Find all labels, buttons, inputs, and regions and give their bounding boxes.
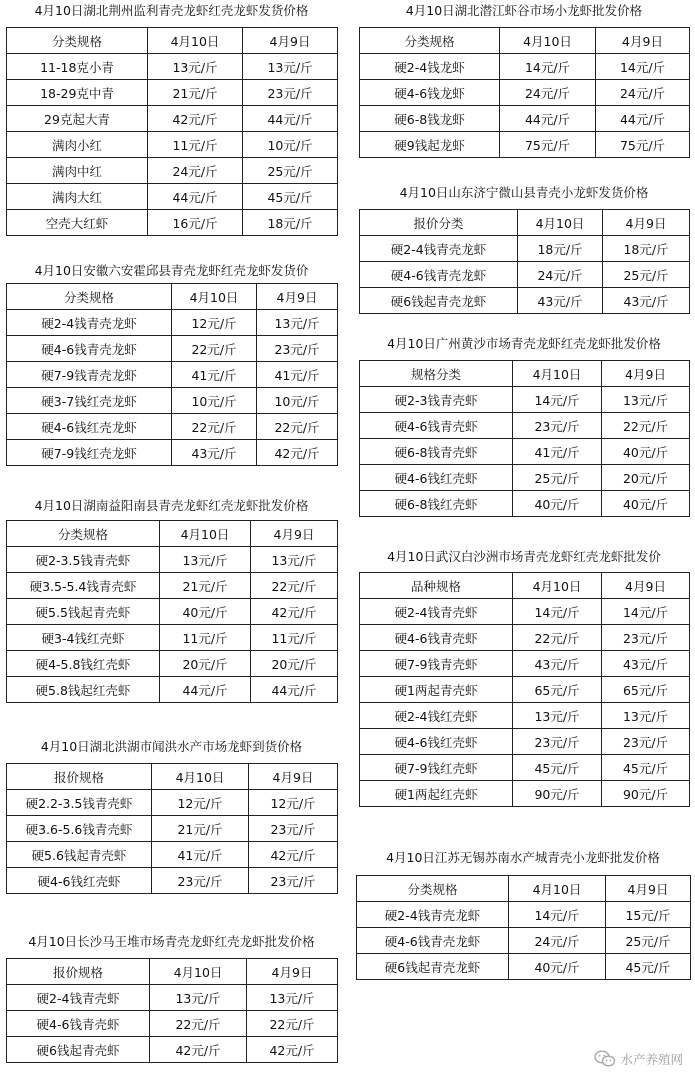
price-cell: 42元/斤 [257,440,338,466]
price-cell: 40元/斤 [602,491,690,517]
table-row [360,262,690,288]
price-table [359,360,690,517]
table-row [360,755,690,781]
table-row [360,132,690,158]
price-cell: 24元/斤 [518,262,603,288]
price-cell: 13元/斤 [150,985,247,1011]
price-table [356,875,691,980]
price-cell: 23元/斤 [602,729,690,755]
price-cell: 14元/斤 [513,387,602,413]
price-cell: 41元/斤 [257,362,338,388]
table-header-row [357,876,691,902]
table-title: 4月10日山东济宁微山县青壳小龙虾发货价格 [399,185,649,200]
spec-cell: 硬2-4钱红壳虾 [360,703,513,729]
price-cell: 22元/斤 [251,573,338,599]
price-cell: 65元/斤 [513,677,602,703]
spec-cell: 硬7-9钱红壳龙虾 [7,440,172,466]
table-row [360,677,690,703]
price-cell: 41元/斤 [172,362,257,388]
price-cell: 40元/斤 [509,954,606,980]
table-row [7,573,338,599]
price-cell: 21元/斤 [160,573,251,599]
table-header-row [7,284,338,310]
table-title: 4月10日长沙马王堆市场青壳龙虾红壳龙虾批发价格 [28,934,315,949]
column-header: 4月9日 [596,28,690,54]
price-cell: 10元/斤 [243,132,338,158]
column-header: 分类规格 [360,28,500,54]
price-cell: 12元/斤 [249,790,338,816]
price-cell: 44元/斤 [148,184,243,210]
spec-cell: 硬4-6钱红壳虾 [360,465,513,491]
price-cell: 14元/斤 [513,599,602,625]
spec-cell: 硬6钱起青壳龙虾 [360,288,518,314]
column-header: 4月9日 [251,521,338,547]
price-cell: 12元/斤 [152,790,249,816]
spec-cell: 硬1两起青壳虾 [360,677,513,703]
table-row [7,1011,338,1037]
table-row [357,954,691,980]
price-cell: 22元/斤 [602,413,690,439]
price-table-block-honghu [6,738,337,894]
table-row [7,54,338,80]
price-cell: 43元/斤 [513,651,602,677]
table-row [7,414,338,440]
price-table [359,572,690,807]
table-row [7,132,338,158]
price-cell: 43元/斤 [172,440,257,466]
price-cell: 11元/斤 [160,625,251,651]
table-row [7,210,338,236]
price-cell: 20元/斤 [602,465,690,491]
price-cell: 20元/斤 [160,651,251,677]
price-cell: 16元/斤 [148,210,243,236]
price-table [359,27,690,158]
table-row [7,985,338,1011]
price-cell: 23元/斤 [249,868,338,894]
price-cell: 24元/斤 [509,928,606,954]
price-cell: 20元/斤 [251,651,338,677]
spec-cell: 硬4-6钱红壳虾 [360,729,513,755]
price-cell: 22元/斤 [172,414,257,440]
spec-cell: 硬2-4钱龙虾 [360,54,500,80]
price-table-block-wuxi [356,849,690,980]
table-header-row [7,28,338,54]
spec-cell: 硬6-8钱红壳虾 [360,491,513,517]
price-table [6,283,338,466]
table-header-row [360,573,690,599]
price-cell: 11元/斤 [251,625,338,651]
spec-cell: 硬3-7钱红壳龙虾 [7,388,172,414]
spec-cell: 硬3-4钱红壳虾 [7,625,160,651]
spec-cell: 硬5.8钱起红壳虾 [7,677,160,703]
price-cell: 23元/斤 [152,868,249,894]
column-header: 4月9日 [247,959,338,985]
price-cell: 10元/斤 [172,388,257,414]
price-table-block-huoqiu [6,262,337,466]
table-row [360,651,690,677]
table-row [7,677,338,703]
price-cell: 44元/斤 [251,677,338,703]
watermark [594,1050,683,1068]
price-cell: 22元/斤 [513,625,602,651]
price-cell: 13元/斤 [160,547,251,573]
price-cell: 12元/斤 [172,310,257,336]
column-header: 报价规格 [7,959,150,985]
table-row [7,651,338,677]
spec-cell: 硬4-6钱青壳龙虾 [360,262,518,288]
table-row [360,387,690,413]
column-header: 4月10日 [148,28,243,54]
price-cell: 22元/斤 [172,336,257,362]
spec-cell: 18-29克中青 [7,80,148,106]
column-header: 分类规格 [7,28,148,54]
price-cell: 18元/斤 [518,236,603,262]
table-row [7,625,338,651]
column-header: 4月9日 [602,573,690,599]
column-header: 报价分类 [360,210,518,236]
price-table-block-qianjiang [359,2,689,158]
spec-cell: 硬2-4钱青壳虾 [360,599,513,625]
column-header: 4月10日 [500,28,596,54]
price-cell: 13元/斤 [243,54,338,80]
price-cell: 45元/斤 [606,954,691,980]
spec-cell: 硬2-3.5钱青壳虾 [7,547,160,573]
column-header: 4月10日 [150,959,247,985]
table-row [357,902,691,928]
column-header: 4月10日 [518,210,603,236]
price-cell: 45元/斤 [243,184,338,210]
table-row [7,868,338,894]
column-header: 4月10日 [160,521,251,547]
table-row [360,236,690,262]
spec-cell: 11-18克小青 [7,54,148,80]
price-cell: 25元/斤 [513,465,602,491]
column-header: 4月9日 [249,764,338,790]
spec-cell: 硬2-4钱青壳虾 [7,985,150,1011]
table-row [7,336,338,362]
price-cell: 22元/斤 [257,414,338,440]
column-header: 4月10日 [152,764,249,790]
price-cell: 90元/斤 [602,781,690,807]
price-cell: 41元/斤 [513,439,602,465]
spec-cell: 硬4-6钱青壳虾 [360,413,513,439]
price-cell: 18元/斤 [603,236,690,262]
table-row [360,54,690,80]
spec-cell: 硬6钱起青壳龙虾 [357,954,509,980]
column-header: 4月9日 [602,361,690,387]
spec-cell: 满肉中红 [7,158,148,184]
spec-cell: 硬5.5钱起青壳虾 [7,599,160,625]
price-cell: 43元/斤 [602,651,690,677]
column-header: 4月10日 [172,284,257,310]
price-cell: 40元/斤 [602,439,690,465]
price-cell: 42元/斤 [249,842,338,868]
price-table [6,27,338,236]
column-header: 分类规格 [7,284,172,310]
price-cell: 65元/斤 [602,677,690,703]
price-cell: 13元/斤 [257,310,338,336]
table-row [360,288,690,314]
column-header: 4月9日 [243,28,338,54]
table-header-row [360,28,690,54]
column-header: 规格分类 [360,361,513,387]
price-cell: 90元/斤 [513,781,602,807]
price-cell: 23元/斤 [249,816,338,842]
price-cell: 42元/斤 [251,599,338,625]
table-title: 4月10日湖北潜江虾谷市场小龙虾批发价格 [405,3,643,18]
price-table [6,763,338,894]
table-row [360,781,690,807]
spec-cell: 硬2-4钱青壳龙虾 [7,310,172,336]
table-row [7,158,338,184]
price-cell: 44元/斤 [160,677,251,703]
column-header: 4月10日 [513,361,602,387]
price-cell: 13元/斤 [148,54,243,80]
spec-cell: 硬2-4钱青壳龙虾 [357,902,509,928]
table-row [7,184,338,210]
price-cell: 13元/斤 [247,985,338,1011]
table-row [7,842,338,868]
spec-cell: 硬4-6钱红壳龙虾 [7,414,172,440]
table-row [360,80,690,106]
table-row [7,310,338,336]
price-cell: 42元/斤 [150,1037,247,1063]
table-title: 4月10日江苏无锡苏南水产城青壳小龙虾批发价格 [386,850,660,865]
price-cell: 14元/斤 [500,54,596,80]
price-cell: 23元/斤 [243,80,338,106]
price-cell: 23元/斤 [602,625,690,651]
table-row [7,388,338,414]
price-cell: 22元/斤 [150,1011,247,1037]
spec-cell: 硬3.5-5.4钱青壳虾 [7,573,160,599]
table-row [360,491,690,517]
spec-cell: 硬4-6钱青壳虾 [7,1011,150,1037]
spec-cell: 硬4-5.8钱红壳虾 [7,651,160,677]
column-header: 4月10日 [513,573,602,599]
spec-cell: 硬6-8钱龙虾 [360,106,500,132]
price-cell: 18元/斤 [243,210,338,236]
spec-cell: 空壳大红虾 [7,210,148,236]
spec-cell: 硬2-3钱青壳虾 [360,387,513,413]
table-row [357,928,691,954]
table-row [7,440,338,466]
price-cell: 44元/斤 [596,106,690,132]
price-cell: 25元/斤 [603,262,690,288]
price-cell: 13元/斤 [513,703,602,729]
spec-cell: 硬9钱起龙虾 [360,132,500,158]
column-header: 4月9日 [606,876,691,902]
table-row [7,790,338,816]
table-row [7,362,338,388]
price-cell: 14元/斤 [602,599,690,625]
price-table [6,958,338,1063]
price-cell: 45元/斤 [602,755,690,781]
price-cell: 75元/斤 [500,132,596,158]
table-header-row [7,521,338,547]
spec-cell: 硬4-6钱青壳龙虾 [7,336,172,362]
price-cell: 40元/斤 [160,599,251,625]
table-header-row [360,210,690,236]
price-cell: 14元/斤 [509,902,606,928]
table-row [360,703,690,729]
price-cell: 11元/斤 [148,132,243,158]
spec-cell: 硬5.6钱起青壳虾 [7,842,152,868]
table-row [7,547,338,573]
price-cell: 45元/斤 [513,755,602,781]
price-cell: 41元/斤 [152,842,249,868]
price-table-block-huangsha [359,335,689,517]
price-cell: 23元/斤 [513,413,602,439]
price-cell: 10元/斤 [257,388,338,414]
table-title: 4月10日武汉白沙洲市场青壳龙虾红壳龙虾批发价 [387,549,661,564]
spec-cell: 硬7-9钱青壳虾 [360,651,513,677]
spec-cell: 29克起大青 [7,106,148,132]
spec-cell: 硬1两起红壳虾 [360,781,513,807]
price-cell: 13元/斤 [602,703,690,729]
price-cell: 24元/斤 [148,158,243,184]
price-cell: 42元/斤 [148,106,243,132]
spec-cell: 硬2.2-3.5钱青壳虾 [7,790,152,816]
table-row [7,80,338,106]
spec-cell: 硬4-6钱红壳虾 [7,868,152,894]
table-title: 4月10日安徽六安霍邱县青壳龙虾红壳龙虾发货价 [34,263,309,278]
table-header-row [7,959,338,985]
table-row [7,599,338,625]
table-row [360,439,690,465]
column-header: 4月9日 [257,284,338,310]
table-row [7,816,338,842]
price-cell: 13元/斤 [602,387,690,413]
price-cell: 13元/斤 [251,547,338,573]
spec-cell: 硬4-6钱青壳虾 [360,625,513,651]
price-table-block-baishazhou [359,548,689,807]
spec-cell: 硬7-9钱青壳龙虾 [7,362,172,388]
price-cell: 22元/斤 [247,1011,338,1037]
table-row [360,599,690,625]
price-cell: 44元/斤 [500,106,596,132]
table-row [360,465,690,491]
price-cell: 75元/斤 [596,132,690,158]
spec-cell: 满肉小红 [7,132,148,158]
price-table-block-weishan [359,184,689,314]
price-cell: 25元/斤 [606,928,691,954]
table-row [360,106,690,132]
price-cell: 23元/斤 [513,729,602,755]
table-title: 4月10日湖北荆州监利青壳龙虾红壳龙虾发货价格 [34,3,309,18]
spec-cell: 硬6钱起青壳虾 [7,1037,150,1063]
column-header: 分类规格 [7,521,160,547]
price-cell: 43元/斤 [518,288,603,314]
price-table-block-mawangdui [6,933,337,1063]
price-cell: 24元/斤 [596,80,690,106]
spec-cell: 硬4-6钱青壳龙虾 [357,928,509,954]
spec-cell: 硬7-9钱红壳虾 [360,755,513,781]
table-title: 4月10日湖北洪湖市闻洪水产市场龙虾到货价格 [40,739,303,754]
spec-cell: 硬4-6钱龙虾 [360,80,500,106]
table-row [7,106,338,132]
table-row [360,413,690,439]
table-header-row [7,764,338,790]
price-table-block-nanxian [6,497,337,703]
spec-cell: 硬2-4钱青壳龙虾 [360,236,518,262]
table-row [7,1037,338,1063]
column-header: 4月9日 [603,210,690,236]
spec-cell: 硬3.6-5.6钱青壳虾 [7,816,152,842]
table-title: 4月10日湖南益阳南县青壳龙虾红壳龙虾批发价格 [34,498,309,513]
table-title: 4月10日广州黄沙市场青壳龙虾红壳龙虾批发价格 [387,336,661,351]
watermark-text: 水产养殖网 [620,1052,683,1067]
column-header: 报价规格 [7,764,152,790]
column-header: 品种规格 [360,573,513,599]
price-cell: 14元/斤 [596,54,690,80]
price-table [6,520,338,703]
price-cell: 44元/斤 [243,106,338,132]
spec-cell: 满肉大红 [7,184,148,210]
price-table-block-jianli [6,2,337,236]
column-header: 4月10日 [509,876,606,902]
price-cell: 43元/斤 [603,288,690,314]
table-row [360,729,690,755]
price-cell: 15元/斤 [606,902,691,928]
price-cell: 21元/斤 [148,80,243,106]
spec-cell: 硬6-8钱青壳虾 [360,439,513,465]
price-cell: 40元/斤 [513,491,602,517]
price-cell: 23元/斤 [257,336,338,362]
wechat-icon [594,1050,616,1068]
column-header: 分类规格 [357,876,509,902]
price-cell: 21元/斤 [152,816,249,842]
price-cell: 24元/斤 [500,80,596,106]
price-table [359,209,690,314]
table-row [360,625,690,651]
price-cell: 42元/斤 [247,1037,338,1063]
price-cell: 25元/斤 [243,158,338,184]
table-header-row [360,361,690,387]
